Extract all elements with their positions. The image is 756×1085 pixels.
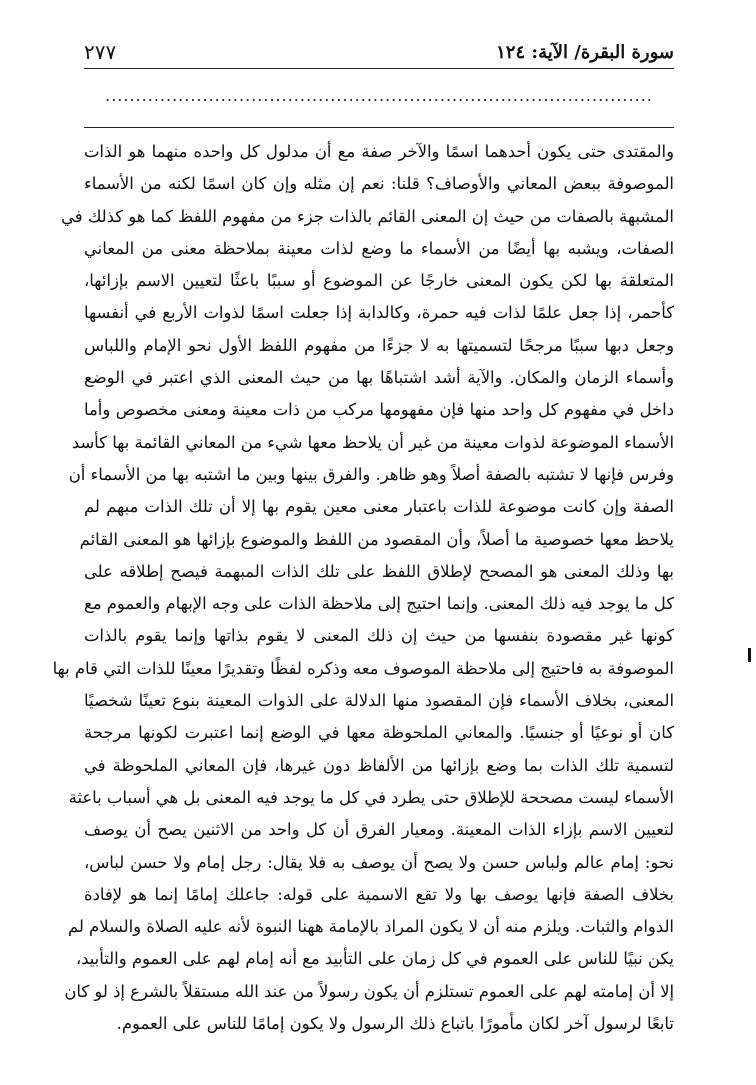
text-line: الموصوفة به فاحتيج إلى ملاحظة الموصوف معه وذكره لفظًا وتقديرًا معينًا للذات التي قام بها	[52, 658, 674, 678]
text-line: كل ما يوجد فيه ذلك المعنى. وإنما احتيج إلى ملاحظة الذات على وجه الإبهام والعموم مع	[84, 594, 674, 614]
text-line: الأسماء ليست مصححة للإطلاق حتى يطرد في كل ما يوجد فيه المعنى بل هي أسباب باعثة	[68, 787, 674, 807]
text-line: بها وذلك المعنى هو المصحح لإطلاق اللفظ على تلك الذات المبهمة فيصح إطلاقه على	[84, 561, 674, 581]
text-line: المشبهة بالصفات من حيث إن المعنى القائم بالذات جزء من مفهوم اللفظ كما هو كذلك في	[61, 206, 674, 226]
page-header	[84, 36, 674, 68]
page-number: ٢٧٧	[84, 40, 117, 64]
section-rule	[84, 127, 674, 128]
text-line: والمقتدى حتى يكون أحدهما اسمًا والآخر صفة مع أن مدلول كل واحده منهما هو الذات	[84, 142, 674, 161]
text-line: الدوام والثبات. ويلزم منه أن لا يكون المراد بالإمامة ههنا النبوة لأنه عليه الصلاة والسلام لم	[67, 917, 674, 937]
text-line: المعنى، بخلاف الأسماء فإن المقصود منها الدلالة على الذوات المعينة بنوع تعينًا شخصيًا	[84, 691, 674, 711]
dotted-separator: ..........................................................................................	[105, 86, 653, 105]
margin-mark	[748, 648, 751, 662]
text-line: تابعًا لرسول آخر لكان مأمورًا باتباع ذلك الرسول ولا يكون إمامًا للناس على العموم.	[116, 1014, 674, 1034]
text-line: نحو: إمام عالم ولباس حسن ولا يصح أن يوصف به فلا يقال: رجل إمام ولا حسن لباس،	[84, 852, 674, 872]
text-line: لتسمية تلك الذات بما وضع بإزائها من الألفاظ دون غيرها، فإن المعاني الملحوظة في	[84, 755, 674, 775]
text-line: كان أو نوعيًا أو جنسيًا. والمعاني الملحوظة معها في الوضع إنما اعتبرت لكونها مرجحة	[84, 723, 674, 743]
running-title: سورة البقرة/ الآية: ١٢٤	[496, 41, 674, 63]
text-line: يكن نبيًا للناس على العموم في كل زمان على التأبيد مع أنه إمام لهم على العموم والتأبيد،	[75, 949, 674, 969]
text-line: بخلاف الصفة فإنها يوصف بها ولا تقع الاسمية على قوله: جاعلك إمامًا إنما هو لإفادة	[84, 884, 674, 904]
text-line: الصفات، ويشبه بها أيضًا من الأسماء ما وضع لذات معينة بملاحظة معنى من المعاني	[84, 238, 674, 258]
text-line: وفرس فإنها لا تشتبه بالصفة أصلاً وهو ظاهر. والفرق بينها وبين ما اشتبه بها من الأسماء أن	[68, 464, 674, 484]
text-line: الأسماء الموضوعة لذوات معينة من غير أن يلاحظ معها شيء من المعاني القائمة بها كأسد	[71, 432, 674, 452]
text-line: الصفة وإن كانت موضوعة للذات باعتبار معنى معين يقوم بها إلا أن تلك الذات مبهم لم	[84, 497, 674, 517]
text-line: يلاحظ معها خصوصية ما أصلاً، وأن المقصود من اللفظ والموضوع بإزائها هو المعنى القائم	[79, 529, 674, 549]
text-line: وأسماء الزمان والمكان. والآية أشد اشتباهًا بها من حيث المعنى الذي اعتبر في الوضع	[84, 368, 674, 388]
text-line: كأحمر، إذا جعل علمًا لذات فيه حمرة، وكالدابة إذا جعلت اسمًا لذوات الأربع في أنفسها	[84, 303, 674, 323]
body-text	[52, 136, 674, 1034]
text-line: الموصوفة ببعض المعاني والأوصاف؟ قلنا: نعم إن مثله وإن كان اسمًا لكنه من الأسماء	[84, 174, 674, 194]
text-line: إلا أن إمامته لهم على العموم تستلزم أن يكون رسولاً من عند الله مستقلاً بالشرع إذ لو كان	[64, 981, 674, 1001]
text-line: وجعل دبها سببًا مرجحًا لتسميتها به لا جزءًا من مفهوم اللفظ الأول نحو الإمام واللباس	[84, 335, 674, 355]
text-line: كونها غير مقصودة بنفسها من حيث إن ذلك المعنى لا يقوم بذاتها وإنما يقوم بالذات	[84, 626, 674, 646]
text-line: المتعلقة بها لكن يكون المعنى خارجًا عن الموضوع أو سببًا باعثًا لتعيين الاسم بإزائها،	[84, 271, 674, 291]
header-rule	[84, 68, 674, 69]
text-line: لتعيين الاسم بإزاء الذات المعينة. ومعيار الفرق أن كل واحد من الاثنين يصح أن يوصف	[84, 820, 674, 840]
text-line: داخل في مفهوم كل واحد منها فإن مفهومها مركب من ذات معينة ومعنى مخصوص وأما	[84, 400, 674, 420]
